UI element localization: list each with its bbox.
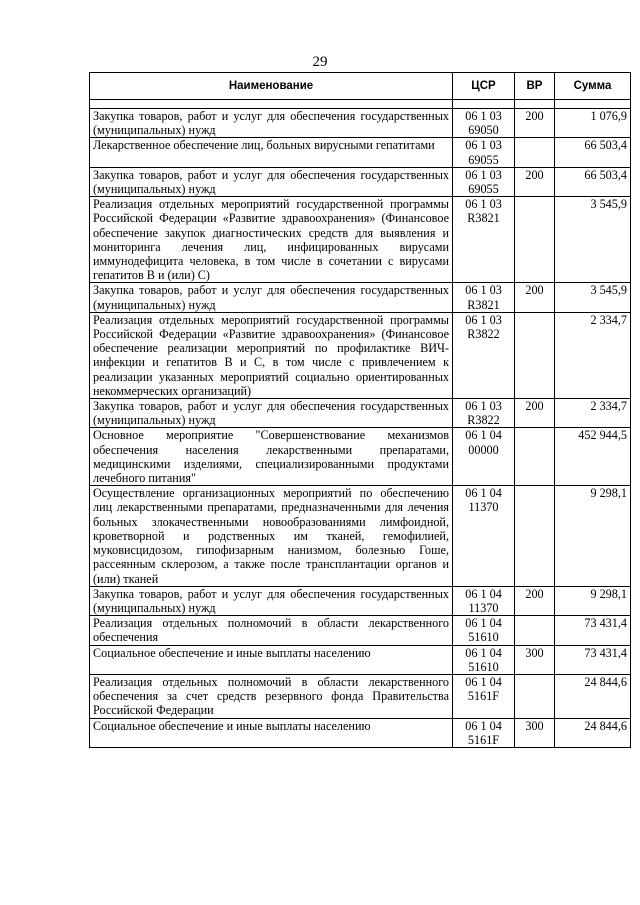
cell-csr: 06 1 04 51610 (453, 645, 515, 674)
cell-name: Закупка товаров, работ и услуг для обеспечения государственных (муниципальных) нужд (90, 283, 453, 312)
column-header-csr: ЦСР (453, 73, 515, 100)
cell-name: Лекарственное обеспечение лиц, больных вирусными гепатитами (90, 138, 453, 167)
cell-name: Социальное обеспечение и иные выплаты населению (90, 645, 453, 674)
cell-sum: 24 844,6 (555, 718, 631, 747)
cell-vr (515, 616, 555, 645)
cell-name: Социальное обеспечение и иные выплаты населению (90, 718, 453, 747)
cell-name: Закупка товаров, работ и услуг для обеспечения государственных (муниципальных) нужд (90, 109, 453, 138)
cell-csr: 06 1 04 11370 (453, 586, 515, 615)
cell-csr: 06 1 03 69055 (453, 167, 515, 196)
cell-sum: 452 944,5 (555, 428, 631, 486)
column-header-vr: ВР (515, 73, 555, 100)
cell-sum: 3 545,9 (555, 197, 631, 283)
cell-name: Закупка товаров, работ и услуг для обеспечения государственных (муниципальных) нужд (90, 586, 453, 615)
cell-sum: 1 076,9 (555, 109, 631, 138)
cell-vr (515, 674, 555, 718)
cell-vr (515, 138, 555, 167)
table-spacer-row (90, 100, 631, 109)
cell-vr (515, 428, 555, 486)
table-row (90, 283, 631, 312)
cell-vr (515, 486, 555, 586)
table-row (90, 399, 631, 428)
cell-csr: 06 1 04 5161F (453, 718, 515, 747)
table-row (90, 674, 631, 718)
cell-name: Осуществление организационных мероприятий по обеспечению лиц лекарственными препаратами, предназначенными для лечения больных злокачественными новообразованиями лимфоидной, кроветворной и родственных им тканей, гемофилией, муковисцидозом, гипофизарным нанизмом, болезнью Гоше, рассеянным склерозом, а также после трансплантации органов и (или) тканей (90, 486, 453, 586)
table-row (90, 109, 631, 138)
cell-csr: 06 1 04 00000 (453, 428, 515, 486)
cell-sum: 9 298,1 (555, 586, 631, 615)
cell-sum: 9 298,1 (555, 486, 631, 586)
cell-vr: 300 (515, 718, 555, 747)
cell-sum: 2 334,7 (555, 399, 631, 428)
cell-csr: 06 1 04 51610 (453, 616, 515, 645)
table-row (90, 312, 631, 398)
table-row (90, 645, 631, 674)
page-number: 29 (312, 54, 328, 70)
table-body (90, 100, 631, 748)
cell-csr: 06 1 04 11370 (453, 486, 515, 586)
column-header-sum: Сумма (555, 73, 631, 100)
table-row (90, 718, 631, 747)
budget-table (89, 72, 631, 748)
cell-vr: 200 (515, 109, 555, 138)
table-row (90, 616, 631, 645)
cell-name: Реализация отдельных мероприятий государственной программы Российской Федерации «Развитие здравоохранения» (Финансовое обеспечение реализации мероприятий по профилактике ВИЧ-инфекции и гепатитов В и С, в том числе с привлечением к реализации указанных мероприятий социально ориентированных некоммерческих организаций) (90, 312, 453, 398)
table-row (90, 486, 631, 586)
cell-csr: 06 1 03 69055 (453, 138, 515, 167)
cell-vr: 300 (515, 645, 555, 674)
cell-vr: 200 (515, 586, 555, 615)
cell-name: Реализация отдельных полномочий в области лекарственного обеспечения за счет средств резервного фонда Правительства Российской Федерации (90, 674, 453, 718)
cell-name: Закупка товаров, работ и услуг для обеспечения государственных (муниципальных) нужд (90, 399, 453, 428)
cell-vr: 200 (515, 167, 555, 196)
cell-vr (515, 312, 555, 398)
cell-csr: 06 1 04 5161F (453, 674, 515, 718)
cell-csr: 06 1 03 R3821 (453, 283, 515, 312)
cell-sum: 24 844,6 (555, 674, 631, 718)
cell-sum: 2 334,7 (555, 312, 631, 398)
cell-name: Реализация отдельных полномочий в области лекарственного обеспечения (90, 616, 453, 645)
cell-csr: 06 1 03 R3821 (453, 197, 515, 283)
cell-csr: 06 1 03 R3822 (453, 399, 515, 428)
cell-name: Закупка товаров, работ и услуг для обеспечения государственных (муниципальных) нужд (90, 167, 453, 196)
cell-sum: 73 431,4 (555, 616, 631, 645)
cell-vr: 200 (515, 283, 555, 312)
cell-sum: 73 431,4 (555, 645, 631, 674)
cell-name: Реализация отдельных мероприятий государственной программы Российской Федерации «Развитие здравоохранения» (Финансовое обеспечение закупок диагностических средств для выявления и мониторинга лечения лиц, инфицированных вирусами иммунодефицита человека, в том числе в сочетании с вирусами гепатитов В и (или) С) (90, 197, 453, 283)
cell-csr: 06 1 03 69050 (453, 109, 515, 138)
table-row (90, 586, 631, 615)
table-row (90, 138, 631, 167)
cell-csr: 06 1 03 R3822 (453, 312, 515, 398)
table-row (90, 197, 631, 283)
cell-vr (515, 197, 555, 283)
table-row (90, 428, 631, 486)
cell-vr: 200 (515, 399, 555, 428)
cell-sum: 66 503,4 (555, 167, 631, 196)
table-row (90, 167, 631, 196)
table-header-row (90, 73, 631, 100)
cell-sum: 66 503,4 (555, 138, 631, 167)
column-header-name: Наименование (90, 73, 453, 100)
cell-sum: 3 545,9 (555, 283, 631, 312)
cell-name: Основное мероприятие "Совершенствование механизмов обеспечения населения лекарственными препаратами, медицинскими изделиями, специализированными продуктами лечебного питания" (90, 428, 453, 486)
